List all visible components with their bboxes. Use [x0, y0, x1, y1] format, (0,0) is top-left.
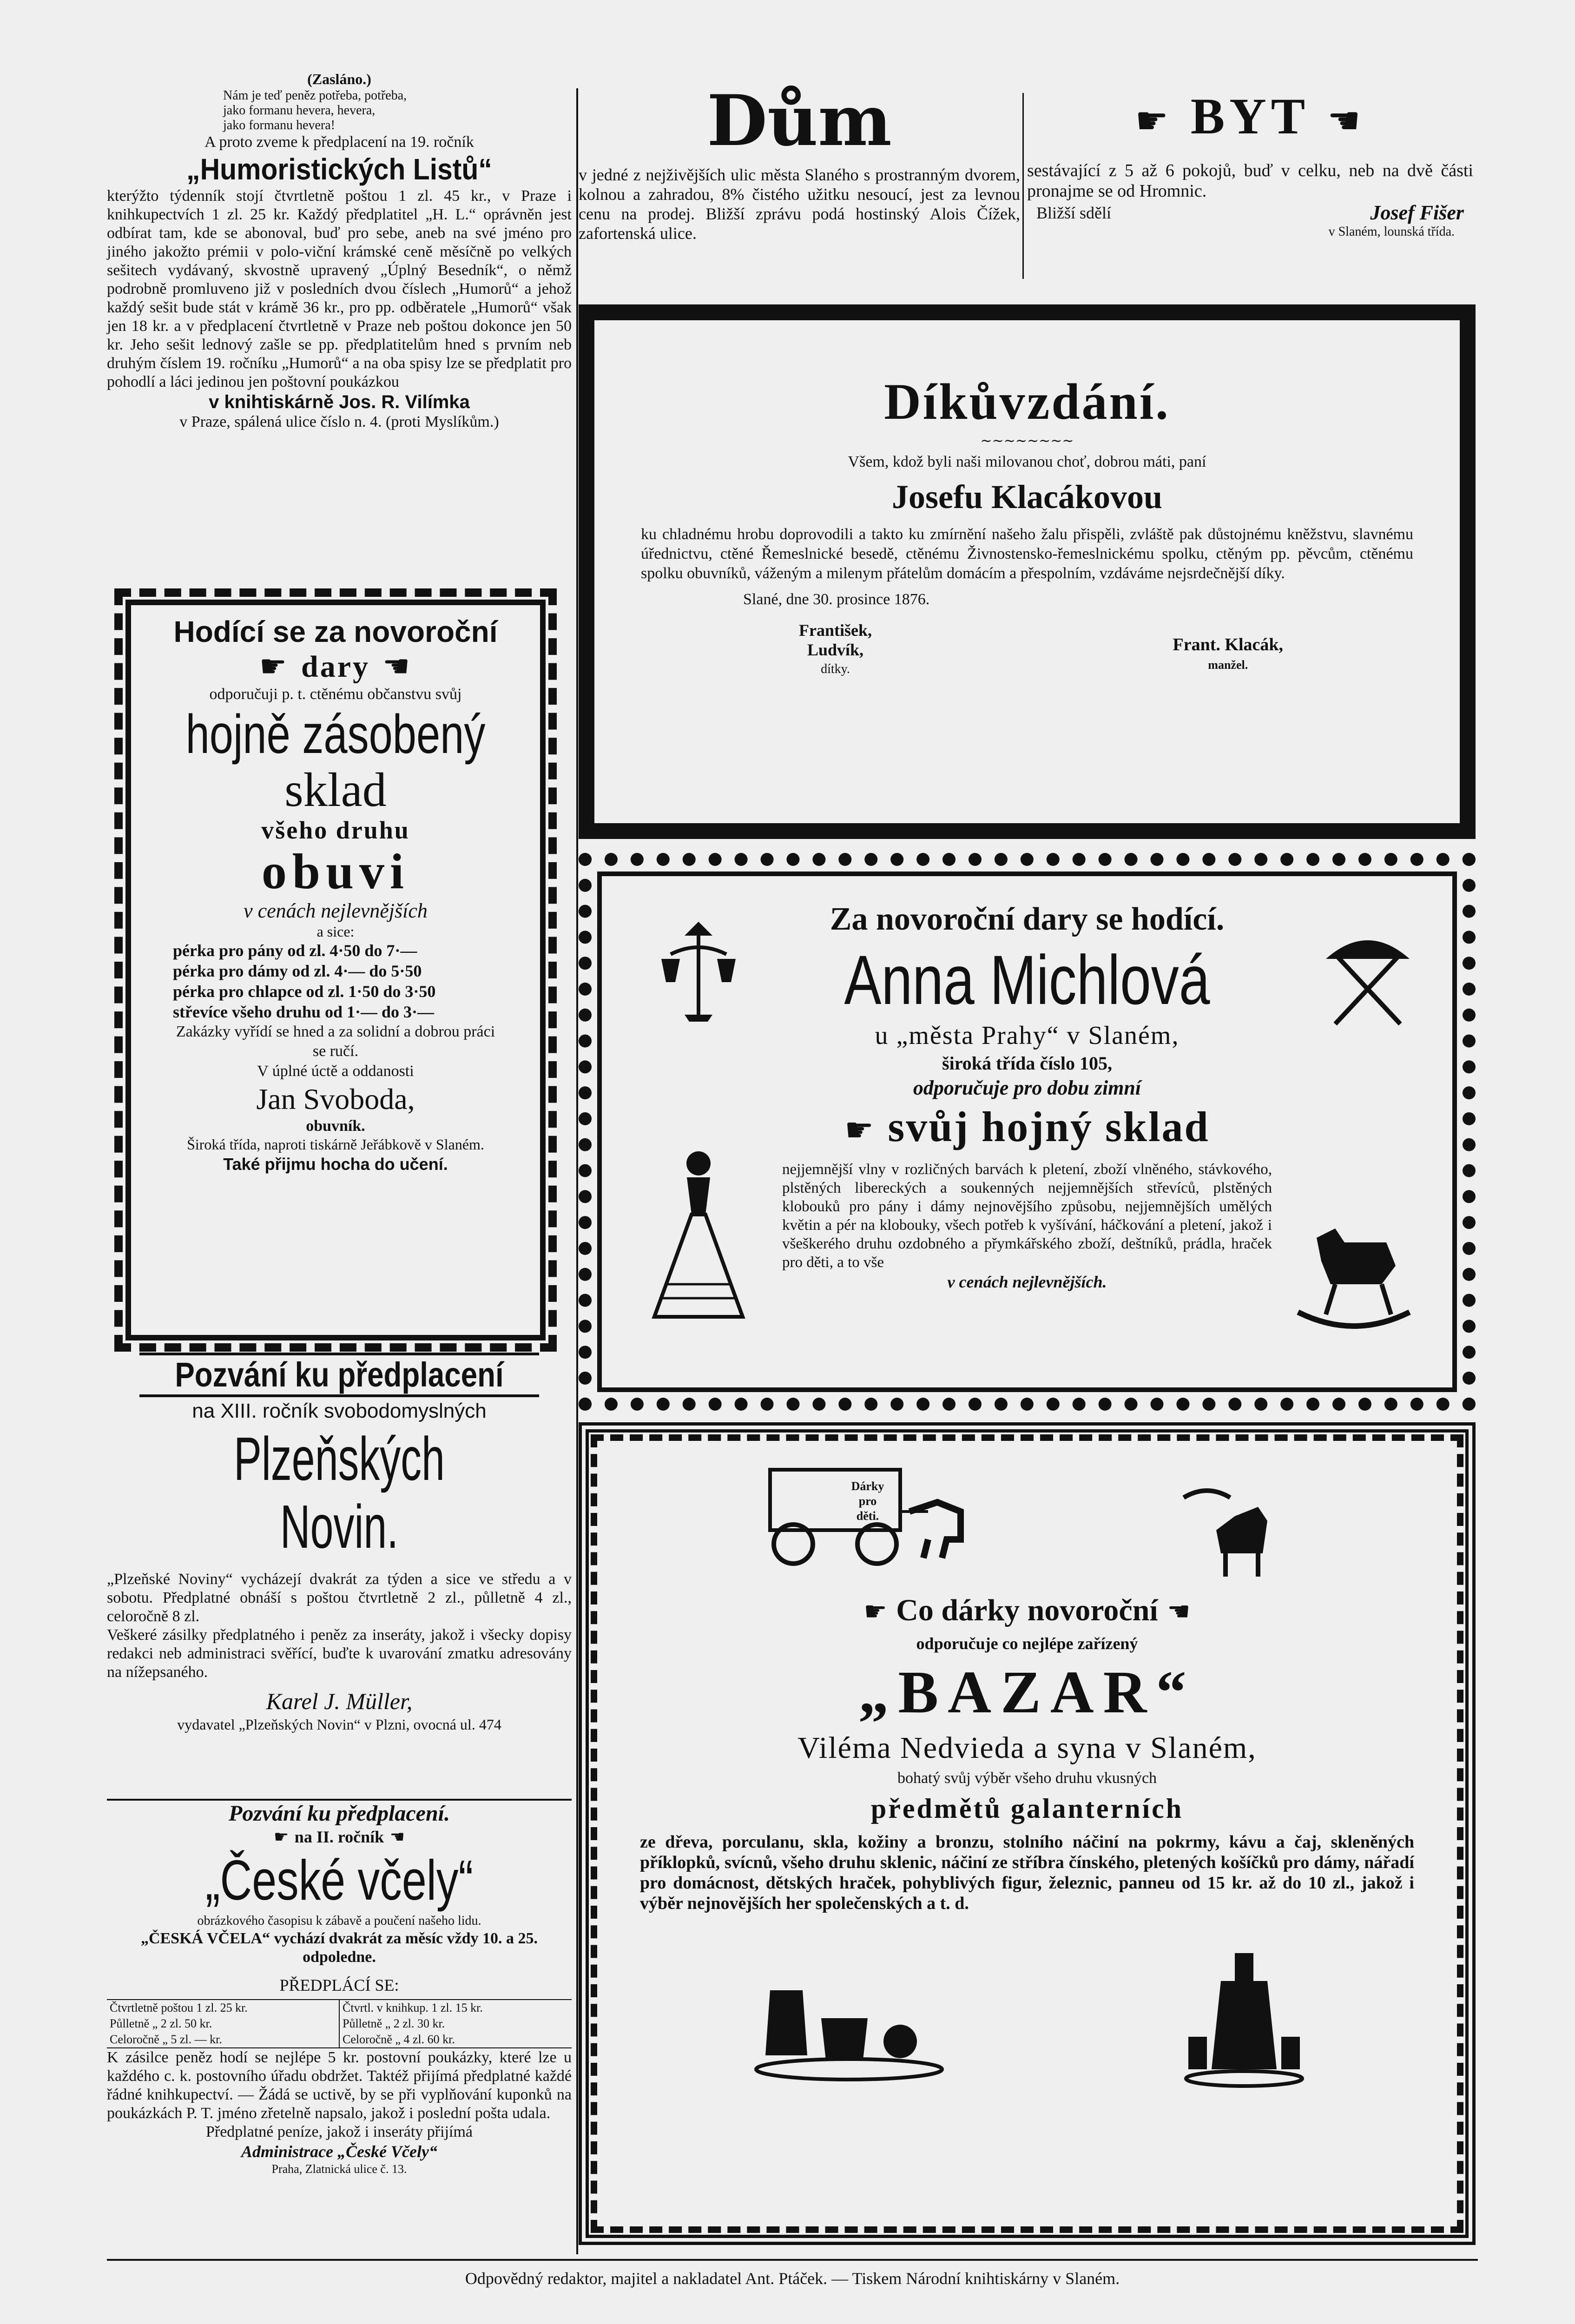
bazar-offer: bohatý svůj výběr všeho druhu vkusných	[897, 1769, 1157, 1787]
svoboda-address: Široká třída, naproti tiskárně Jeřábkově v Slaném.	[187, 1136, 484, 1153]
dum-body: v jedné z nejživějších ulic města Slaného s prostranným dvorem, kolnou a zahradou, 8% čistého užitku nesoucí, jest za levnou cenu na prodej. Bližší zprávu podá hostinský Alois Čížek, zafortenská ulice.	[579, 165, 1020, 243]
price-row: pérka pro pány od zl. 4·50 do 7·—	[173, 941, 417, 960]
svoboda-heading: Hodící se za novoroční	[173, 615, 498, 648]
pointing-hand-icon: ☛	[259, 648, 301, 684]
bazar-h2: odporučuje co nejlépe zařízený	[916, 1634, 1138, 1653]
michlova-sklad-text: svůj hojný sklad	[888, 1103, 1210, 1150]
vilimek-printer: v knihtiskárně Jos. R. Vilímka	[209, 392, 470, 412]
bazar-owner: Viléma Nedvieda a syna v Slaném,	[797, 1731, 1257, 1765]
table-cell: Půlletně „ 2 zl. 30 kr.	[343, 2017, 445, 2030]
table-row	[107, 2016, 572, 2032]
michlova-address: široká třída číslo 105,	[942, 1053, 1112, 1074]
coffee-service-illustration-icon	[751, 1962, 947, 2083]
table-row	[107, 2000, 572, 2016]
pointing-hand-icon: ☛	[1135, 99, 1191, 142]
svoboda-vseho-druhu: všeho druhu	[261, 816, 410, 844]
bazar-name: „BAZAR“	[858, 1659, 1196, 1726]
cart-sign-line: Dárky	[851, 1479, 884, 1493]
byt-body: sestávající z 5 až 6 pokojů, buď v celku, neb na dvě části pronajme se od Hromnic.	[1027, 161, 1473, 201]
vcely-price-table	[107, 1999, 572, 2048]
table-cell: Čtvrtl. v knihkup. 1 zl. 15 kr.	[343, 2001, 483, 2014]
michlova-ad	[579, 853, 1476, 1411]
vcely-predplaci: PŘEDPLÁCÍ SE:	[279, 1976, 399, 1994]
humoristicke-listy-title: „Humoristických Listů“	[186, 152, 492, 186]
rocking-horse-illustration-icon	[1289, 1210, 1419, 1331]
table-cell: Celoročně „ 4 zl. 60 kr.	[343, 2033, 455, 2046]
byt-address: v Slaném, lounská třída.	[1328, 224, 1455, 239]
svoboda-orders: Zakázky vyřídí se hned a za solidní a dobrou práci se ručí.	[176, 1023, 495, 1060]
diky-husband	[1173, 621, 1283, 679]
intro-text: A proto zveme k předplacení na 19. ročník	[204, 133, 474, 151]
byt-title	[1027, 81, 1473, 156]
footer-rule	[107, 2259, 1478, 2261]
svoboda-dary	[140, 649, 531, 685]
svoboda-sice: a sice:	[316, 923, 355, 940]
bazar-ad	[579, 1422, 1476, 2245]
vcely-title: Pozvání ku předplacení.	[107, 1799, 572, 1827]
diky-date: Slané, dne 30. prosince 1876.	[743, 591, 930, 608]
diky-line1: Všem, kdož byli naši milovanou choť, dobrou máti, paní	[848, 453, 1206, 470]
column-divider-left	[576, 88, 578, 2254]
column-left	[107, 70, 572, 2176]
pointing-hand-icon: ☛	[863, 1597, 896, 1627]
dum-ad	[579, 81, 1020, 243]
vcely-sub	[107, 1827, 572, 1848]
price-row: střevíce všeho druhu od 1·— do 3·—	[173, 1003, 435, 1021]
zaslano-heading: (Zasláno.)	[307, 71, 371, 87]
plzen-paper-title: Plzeňských Novin.	[234, 1425, 445, 1561]
svoboda-recommend: odporučuji p. t. ctěnému občanstvu svůj	[209, 686, 462, 703]
cart-sign-line: pro	[858, 1494, 877, 1508]
svoboda-trade: obuvník.	[306, 1117, 365, 1135]
michlova-prices: v cenách nejlevnějších.	[947, 1273, 1107, 1291]
michlova-head: Za novoroční dary se hodící.	[830, 901, 1225, 937]
cart-sign-line: děti.	[856, 1509, 879, 1523]
svoboda-apprentice: Také přijmu hocha do učení.	[223, 1155, 448, 1174]
vcely-desc: obrázkového časopisu k zábavě a poučení našeho lidu.	[197, 1914, 481, 1928]
dum-title: Dům	[707, 80, 892, 162]
plzen-p1: „Plzeňské Noviny“ vycházejí dvakrát za týden a sice ve středu a v sobotu. Předplatné obnáší s poštou čtvrtletně 2 zl., půlletně 4 zl., celoročně 8 zl.	[107, 1571, 572, 1625]
table-cell: Čtvrtletně poštou 1 zl. 25 kr.	[107, 2000, 340, 2016]
footer-imprint: Odpovědný redaktor, majitel a nakladatel Ant. Ptáček. — Tiskem Národní knihtiskárny v Slaném.	[465, 2269, 1120, 2288]
svoboda-obuvi: obuvi	[261, 844, 410, 899]
plzen-p2: Veškeré zásilky předplatného i peněz za inseráty, jakož i všecky dopisy redakci neb administraci svěřící, buďte k uvarování zmatku adresovány na nížepsaného.	[107, 1626, 572, 1681]
diky-children	[799, 621, 872, 679]
diky-body: ku chladnému hrobu doprovodili a takto ku zmírnění našeho žalu přispěli, zvláště pak důstojnému kněžstvu, slavnému úřednictvu, ctěné Řemeslnické besedě, ctěnému Živnostensko-řemeslnickému spolku, ctěným pp. pěvcům, ctěnému spolku obuvníků, váženým a milenym přátelům domácím a přespolním, vzdáváme nejsrdečnější díky.	[641, 526, 1413, 582]
vcely-freq: „ČESKÁ VČELA“ vychází dvakrát za měsíc vždy 10. a 25. odpoledne.	[140, 1930, 538, 1966]
verse-line: Nám je teď peněz potřeba, potřeba,	[223, 88, 407, 103]
lady-illustration-icon	[647, 1145, 750, 1340]
michlova-at: u „města Prahy“ v Slaném,	[875, 1021, 1180, 1050]
husband-name: Frant. Klacák,	[1173, 635, 1283, 654]
diky-deceased-name: Josefu Klacákovou	[891, 478, 1163, 515]
humoristicke-listy-ad	[107, 70, 572, 431]
price-row: pérka pro chlapce od zl. 1·50 do 3·50	[173, 982, 436, 1001]
plzenske-noviny-ad	[107, 1353, 572, 1734]
vcely-p1: K zásilce peněz hodí se nejlépe 5 kr. postovní poukázky, které lze u každého c. k. postovního úřadu obdržet. Taktéž přijímá předplatné každé řádné knihkupectví. — Žádá se uctivě, by se při vyplňování kuponků na poukázkách P. T. jméno zřetelně napsalo, jakož i poslední pošta udala.	[107, 2049, 572, 2122]
husband-label: manžel.	[1208, 658, 1248, 672]
diky-signatures	[632, 611, 1423, 679]
verse	[107, 88, 572, 133]
humoristicke-listy-body: kterýžto týdenník stojí čtvrtletně poštou 1 zl. 45 kr., v Praze i knihkupectvích 1 zl. 25 kr. Každý předplatitel „H. L.“ oprávněn jest odbírat tam, kde se abonoval, buď pro sebe, aneb na své jméno pro jiného jakožto prémii v polo-viční krámské ceně měsíčně po velkých sešitech vydávaný, skvostně upravený „Úplný Besedník“, o němž podrobně promluveno již v posledních dvou číslech „Humorů“ a jehož každý sešit bude stát v krámě 36 kr., pro pp. odběratele „Humorů“ však jen 18 kr. a v předplacení čtvrtletně v Praze neb poštou dokonce jen 50 kr. Jeho sešit lednový zašle se pp. předplatitelům hned s prvním neb druhým číslem 19. ročníku „Humorů“ a na oba spisy lze se předplatit pro pohodlí a láci jedinou jen poštovní poukázkou	[107, 187, 572, 390]
table-cell: Půlletně „ 2 zl. 50 kr.	[107, 2016, 340, 2032]
diky-ornament: ∼∼∼∼∼∼∼∼	[980, 433, 1074, 449]
michlova-body: nejjemnější vlny v rozličných barvách k pletení, zboží vlněného, stávkového, plstěných libereckých a soukenných nejjemnějších střevíců, plstěných klobouků pro pány i dámy nejnovějšího způsobu, nejjemnějších umělých květin a pér na klobouky, všech potřeb k vyšívání, háčkování a pletení, jakož i všeškerého druhu ozdobného a přymkářského zboží, deštníků, prádla, hraček pro děti, a to vše	[782, 1161, 1272, 1271]
children-label: dítky.	[821, 662, 850, 676]
pointing-hand-icon: ☛	[844, 1111, 888, 1149]
pointing-hand-icon: ☛	[273, 1828, 295, 1847]
pointing-hand-icon: ☚	[1158, 1597, 1191, 1627]
plzen-signature-line: vydavatel „Plzeňských Novin“ v Plzni, ovocná ul. 474	[177, 1716, 501, 1733]
svoboda-hojne: hojně zásobený	[185, 704, 486, 765]
svoboda-sklad: sklad	[284, 763, 387, 817]
plzen-sub: na XIII. ročník svobodomyslných	[192, 1400, 487, 1422]
bazar-h1-text: Co dárky novoroční	[896, 1593, 1158, 1627]
byt-title-text: BYT	[1190, 88, 1310, 145]
bazar-goods: předmětů galanterních	[870, 1793, 1184, 1824]
verse-line: jako formanu hevera!	[223, 118, 335, 132]
table-row	[107, 2032, 572, 2047]
byt-name: Josef Fišer	[1370, 201, 1464, 224]
svoboda-prices-label: v cenách nejlevnějších	[244, 899, 428, 922]
svoboda-price-list	[140, 940, 531, 1022]
diky-title: Díkůvzdání.	[884, 373, 1170, 430]
pointing-hand-icon: ☚	[370, 648, 412, 684]
svoboda-shoe-ad	[125, 600, 546, 1340]
plzen-signature: Karel J. Müller,	[266, 1688, 413, 1714]
vcely-admin-address: Praha, Zlatnická ulice č. 13.	[271, 2162, 407, 2176]
table-cell: Celoročně „ 5 zl. — kr.	[107, 2032, 340, 2047]
decanter-illustration-icon	[1184, 1948, 1305, 2088]
michlova-rec: odporučuje pro dobu zimní	[913, 1076, 1141, 1099]
vcely-sub-text: na II. ročník	[294, 1828, 384, 1846]
dary-label: dary	[301, 650, 370, 684]
price-row: pérka pro dámy od zl. 4·— do 5·50	[173, 962, 422, 980]
verse-line: jako formanu hevera, hevera,	[223, 103, 376, 118]
michlova-name: Anna Michlová	[844, 941, 1210, 1019]
horse-toy-illustration-icon	[1179, 1479, 1291, 1586]
bazar-h1	[626, 1591, 1428, 1632]
pointing-hand-icon: ☚	[384, 1828, 405, 1847]
svoboda-respect: V úplné úctě a oddanosti	[257, 1063, 414, 1080]
byt-contact-label: Bližší sdělí	[1036, 204, 1111, 222]
byt-ad	[1027, 81, 1473, 239]
column-divider-top-right	[1022, 93, 1024, 279]
vilimek-address: v Praze, spálená ulice číslo n. 4. (proti Myslíkům.)	[179, 413, 499, 430]
vcely-admin: Administrace „České Včely“	[241, 2142, 437, 2161]
child-name: František,	[799, 621, 872, 640]
pointing-hand-icon: ☚	[1310, 99, 1365, 142]
byt-contact	[1027, 201, 1473, 224]
child-name: Ludvík,	[807, 640, 864, 659]
svoboda-name: Jan Svoboda,	[256, 1083, 415, 1116]
bazar-body: ze dřeva, porculanu, skla, kožiny a bronzu, stolního náčiní na pokrmy, kávu a čaj, skleněných příklopků, svícnů, všeho druhu sklenic, náčiní ze stříbra čínského, pletených košíčků pro dámy, nářadí pro domácnost, dětských hraček, pohyblivých figur, železnic, panneu od 15 kr. až do 10 zl., jakož i výběr nejnovějších her společenských a t. d.	[640, 1832, 1414, 1913]
umbrella-illustration-icon	[1317, 926, 1419, 1033]
plzen-title: Pozvání ku předplacení	[139, 1353, 539, 1397]
cart-sign	[840, 1479, 896, 1524]
lamp-illustration-icon	[652, 917, 745, 1024]
vcely-name: „České včely“	[205, 1849, 474, 1912]
diky-notice	[579, 304, 1476, 839]
vcely-p2: Předplatné peníze, jakož i inseráty přijímá	[205, 2123, 473, 2140]
ceske-vcely-ad	[107, 1799, 572, 2177]
